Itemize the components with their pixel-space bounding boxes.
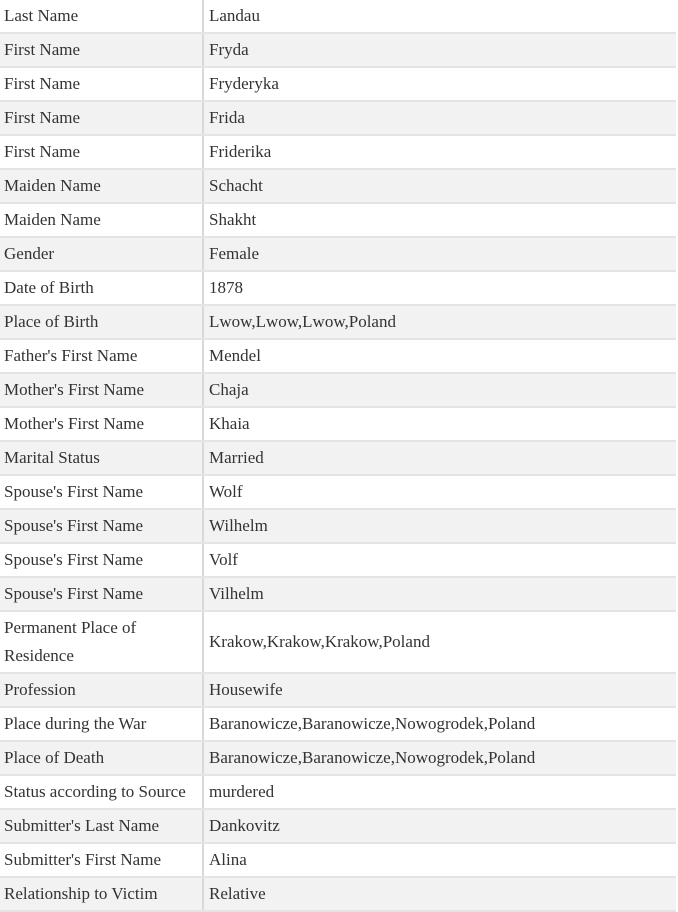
field-value: Lwow,Lwow,Lwow,Poland xyxy=(203,305,676,339)
field-value: Schacht xyxy=(203,169,676,203)
field-label: Place of Death xyxy=(0,741,203,775)
field-label: Place during the War xyxy=(0,707,203,741)
table-row xyxy=(0,203,676,237)
field-value: Chaja xyxy=(203,373,676,407)
field-label: Maiden Name xyxy=(0,203,203,237)
field-value: Landau xyxy=(203,0,676,33)
table-row xyxy=(0,373,676,407)
field-label: Last Name xyxy=(0,0,203,33)
field-value: Volf xyxy=(203,543,676,577)
table-row xyxy=(0,67,676,101)
table-row xyxy=(0,673,676,707)
field-label: Profession xyxy=(0,673,203,707)
field-value: murdered xyxy=(203,775,676,809)
field-value: Female xyxy=(203,237,676,271)
table-row xyxy=(0,775,676,809)
table-row xyxy=(0,33,676,67)
field-value: Married xyxy=(203,441,676,475)
field-value: Alina xyxy=(203,843,676,877)
table-row xyxy=(0,707,676,741)
field-value: Wolf xyxy=(203,475,676,509)
table-row xyxy=(0,741,676,775)
field-label: Mother's First Name xyxy=(0,373,203,407)
field-value: Krakow,Krakow,Krakow,Poland xyxy=(203,611,676,673)
field-value: Baranowicze,Baranowicze,Nowogrodek,Poland xyxy=(203,707,676,741)
table-row xyxy=(0,101,676,135)
field-label: First Name xyxy=(0,67,203,101)
field-label: First Name xyxy=(0,33,203,67)
field-label: Relationship to Victim xyxy=(0,877,203,911)
field-value: Khaia xyxy=(203,407,676,441)
table-row xyxy=(0,611,676,673)
field-value: Baranowicze,Baranowicze,Nowogrodek,Poland xyxy=(203,741,676,775)
table-row xyxy=(0,237,676,271)
field-value: Shakht xyxy=(203,203,676,237)
field-label: First Name xyxy=(0,101,203,135)
field-value: Frida xyxy=(203,101,676,135)
field-label: First Name xyxy=(0,135,203,169)
table-row xyxy=(0,475,676,509)
field-label: Spouse's First Name xyxy=(0,475,203,509)
field-label: Submitter's First Name xyxy=(0,843,203,877)
field-value: Relative xyxy=(203,877,676,911)
field-label: Submitter's Last Name xyxy=(0,809,203,843)
field-label: Spouse's First Name xyxy=(0,577,203,611)
field-value: Dankovitz xyxy=(203,809,676,843)
field-label: Mother's First Name xyxy=(0,407,203,441)
table-row xyxy=(0,305,676,339)
field-label: Date of Birth xyxy=(0,271,203,305)
table-row xyxy=(0,809,676,843)
field-label: Maiden Name xyxy=(0,169,203,203)
field-value: Vilhelm xyxy=(203,577,676,611)
field-label: Place of Birth xyxy=(0,305,203,339)
field-value: Wilhelm xyxy=(203,509,676,543)
field-label: Spouse's First Name xyxy=(0,509,203,543)
field-value: Mendel xyxy=(203,339,676,373)
field-value: 1878 xyxy=(203,271,676,305)
table-row xyxy=(0,543,676,577)
field-label: Gender xyxy=(0,237,203,271)
table-row xyxy=(0,407,676,441)
field-value: Friderika xyxy=(203,135,676,169)
field-label: Father's First Name xyxy=(0,339,203,373)
table-row xyxy=(0,577,676,611)
field-label: Permanent Place of Residence xyxy=(0,611,203,673)
field-value: Fryderyka xyxy=(203,67,676,101)
field-label: Marital Status xyxy=(0,441,203,475)
table-row xyxy=(0,135,676,169)
table-row xyxy=(0,339,676,373)
table-row xyxy=(0,843,676,877)
table-row xyxy=(0,271,676,305)
table-row xyxy=(0,509,676,543)
field-label: Spouse's First Name xyxy=(0,543,203,577)
table-row xyxy=(0,169,676,203)
table-row xyxy=(0,0,676,33)
field-value: Fryda xyxy=(203,33,676,67)
table-row xyxy=(0,877,676,911)
table-row xyxy=(0,441,676,475)
field-label: Status according to Source xyxy=(0,775,203,809)
field-value: Housewife xyxy=(203,673,676,707)
